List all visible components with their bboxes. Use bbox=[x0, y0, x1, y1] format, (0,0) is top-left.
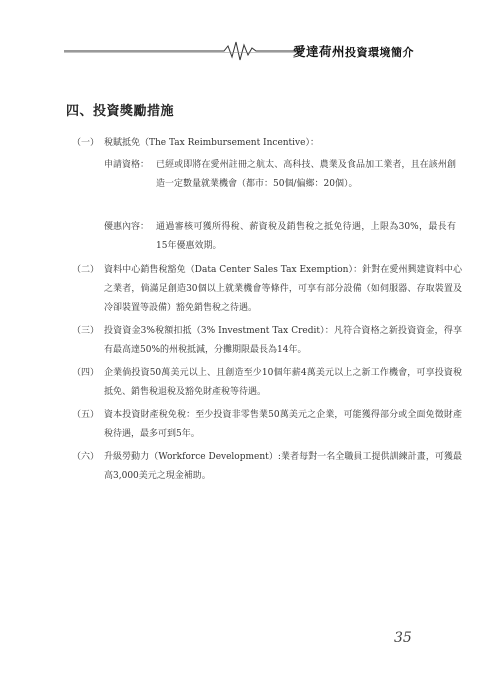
header-title bbox=[293, 42, 414, 60]
sub-item-text: 通過審核可獲所得稅、薪資稅及銷售稅之抵免待遇，上限為30%，最長有15年優惠效期。 bbox=[156, 222, 456, 251]
item-number: （五） bbox=[72, 410, 100, 420]
header-title-sub: 投資環境簡介 bbox=[345, 46, 414, 59]
header-title-main: 愛達荷州 bbox=[292, 44, 345, 59]
item-number: （二） bbox=[72, 265, 100, 275]
item-text: 資料中心銷售稅豁免（Data Center Sales Tax Exemption）：針對在愛州興建資料中心之業者，倘滿足創造30個以上就業機會等條件，可享有部分設備（如伺服器、存取裝置及冷卻裝置等設備）豁免銷售稅之待遇。 bbox=[104, 265, 462, 313]
section-title: 四、投資獎勵措施 bbox=[66, 104, 175, 119]
page-number: 35 bbox=[394, 630, 412, 646]
item-text: 稅賦抵免（The Tax Reimbursement Incentive）： bbox=[104, 138, 319, 148]
sub-item-label: 優惠內容： bbox=[104, 222, 150, 232]
item-number: （三） bbox=[72, 326, 100, 336]
page-header bbox=[64, 36, 420, 66]
item-text: 資本投資財產稅免稅：至少投資非零售業50萬美元之企業，可能獲得部分或全面免徵財產稅待遇，最多可到5年。 bbox=[104, 410, 462, 439]
item-number: （一） bbox=[72, 138, 100, 148]
item-text: 企業倘投資50萬美元以上、且創造至少10個年薪4萬美元以上之新工作機會，可享投資稅抵免、銷售稅退稅及豁免財產稅等待遇。 bbox=[104, 368, 462, 397]
sub-item-label: 申請資格： bbox=[104, 160, 150, 170]
sub-item-text: 已經或即將在愛州註冊之航太、高科技、農業及食品加工業者，且在該州創造一定數量就業機會（都市：50個/偏鄉：20個）。 bbox=[156, 160, 456, 189]
item-text: 投資資金3%稅額扣抵（3% Investment Tax Credit）：凡符合資格之新投資資金，得享有最高達50%的州稅抵減，分攤期限最長為14年。 bbox=[104, 326, 462, 355]
item-text: 升級勞動力（Workforce Development）:業者每對一名全職員工提供訓練計畫，可獲最高3,000美元之現金補助。 bbox=[104, 452, 462, 481]
item-number: （六） bbox=[72, 452, 100, 462]
item-number: （四） bbox=[72, 368, 100, 378]
